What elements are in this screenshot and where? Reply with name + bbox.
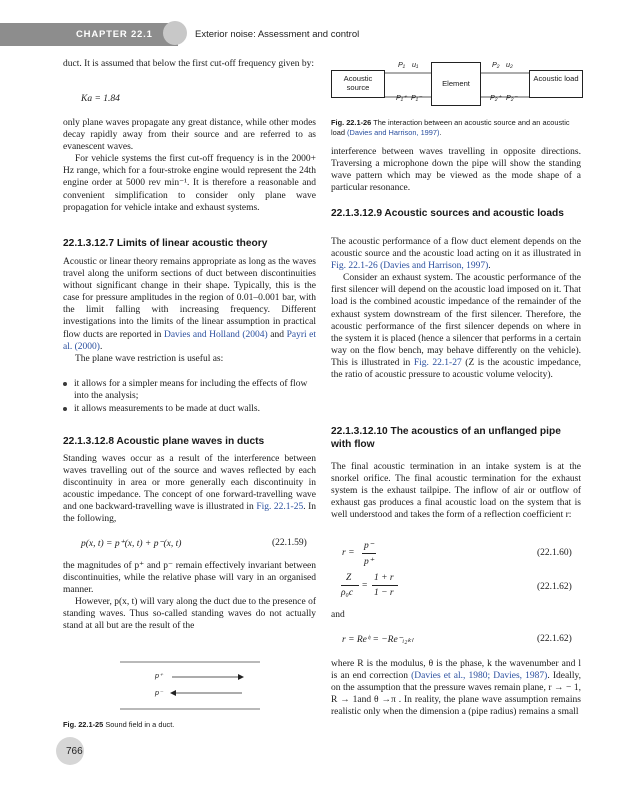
fig26-u1-label: u₁ (412, 60, 419, 69)
chapter-circle-ornament (163, 21, 187, 45)
equation-59-number: (22.1.59) (272, 538, 307, 548)
paragraph-evanescent: only plane waves propagate any great distance, while other modes decay rapidly away from their source and are referred to as evanescent waves. (63, 118, 316, 153)
acoustic-load-box: Acoustic load (529, 70, 583, 98)
paragraph-exhaust-system: Consider an exhaust system. The acoustic performance of the first silencer will depend on the acoustic load imposed on it. That load is the combined acoustic impedance of the remainder of the exhaust system downstream of the first silencer. Therefore, the acoustic performance of the first silencer depends on where in the system it is placed (hence a silencer that performs in a certain way on the flow bench, may behave differently on the vehicle). This is illustrated in Fig. 22.1-27 (Z is the acoustic impedance, the ratio of acoustic pressure to acoustic volume velocity). (331, 273, 582, 381)
figure-26-caption: Fig. 22.1-26 The interaction between an acoustic source and an acoustic load (Davies and Harrison, 1997). (331, 118, 570, 137)
paragraph-cutoff: For vehicle systems the first cut-off frequency is in the 2000+ Hz range, which for a four-stroke engine would represent the 24th engine order at 5000 rev min⁻¹. It is therefore a reasonable and convenient simplification to consider only plane wave propagation for vehicle intake and exhaust systems. (63, 154, 316, 213)
paragraph-standing-note: However, p(x, t) will vary along the duct due to the presence of standing waves. Thus so-called standing waves do not actually stand at all but are the result of the (63, 597, 316, 632)
chapter-title: Exterior noise: Assessment and control (195, 29, 360, 40)
equation-61-denominator: 1 − r (374, 588, 394, 598)
equation-59: p(x, t) = p⁺(x, t) + p⁻(x, t) (81, 539, 182, 549)
cite-fig-25[interactable]: Fig. 22.1-25 (256, 502, 304, 513)
fig26-p1plus-label: P₁⁺ (396, 93, 407, 102)
figure-25-duct-diagram (120, 656, 270, 716)
equation-ka: Ka = 1.84 (81, 94, 120, 104)
section-10-body-2 (331, 658, 581, 718)
fig26-p1-label: P₁ (398, 60, 406, 69)
section-7-body (63, 256, 316, 365)
paragraph-standing-waves: Standing waves occur as a result of the interference between waves travelling out of the source and waves reflected by each discontinuity in area or more generally each discontinuity in acoustic impedance. The concept of one forward-travelling wave and one backward-travelling wave is illustrated in Fig. 22.1-25. In the following, (63, 454, 317, 525)
equation-60-number: (22.1.60) (537, 548, 572, 558)
equation-60-lhs: r = (342, 548, 355, 558)
fraction-bar (341, 585, 359, 586)
figure-25-pminus-label: p⁻ (155, 688, 163, 697)
section-9-heading: 22.1.3.12.9 Acoustic sources and acoustic loads (331, 208, 564, 219)
fig26-p2minus-label: P₂⁻ (506, 93, 518, 102)
fraction-bar (372, 585, 398, 586)
paragraph-linear-limits: Acoustic or linear theory remains appropriate as long as the waves travel along the uniform sections of duct between discontinuities without significant change in their shape. Typically, this is the case for pressure amplitudes in the region of 0.01–0.001 bar, with the limit falling with increasing frequency. Different investigations into the limits of the linear assumption in practical flow ducts are reported in Davies and Holland (2004) and Payri et al. (2000). (63, 257, 317, 352)
chapter-label: CHAPTER 22.1 (76, 29, 153, 40)
cite-davies-harrison[interactable]: (Davies and Harrison, 1997) (380, 261, 489, 272)
equation-60-denominator: p⁺ (364, 557, 374, 567)
equation-61-z: Z (346, 573, 352, 583)
bullet-item: it allows for a simpler means for including the effects of flow into the analysis; (63, 378, 316, 402)
equation-61-number: (22.1.62) (537, 582, 572, 592)
figure-25-pplus-label: p⁺ (155, 671, 163, 680)
equation-61-numerator: 1 + r (374, 573, 394, 583)
bullet-item: it allows measurements to be made at duct walls. (63, 403, 316, 415)
equation-62: r = Reⁱᶦ = −Re⁻ᵢ₂ₖₗ (342, 635, 414, 645)
cite-davies-harrison-fig[interactable]: (Davies and Harrison, 1997) (347, 127, 440, 137)
cite-fig-26[interactable]: Fig. 22.1-26 (331, 261, 378, 272)
equation-61-rho: ρ₀c (341, 588, 354, 598)
bullet-dot (63, 407, 67, 411)
fig26-p2plus-label: P₂⁺ (490, 93, 502, 102)
page-number: 766 (66, 746, 83, 757)
cite-davies-1980[interactable]: (Davies et al., 1980; Davies, 1987) (411, 671, 548, 682)
paragraph-magnitudes: the magnitudes of p⁺ and p⁻ remain effectively invariant between discontinuities, while the relative phase will vary in an organised manner. (63, 561, 316, 596)
section-9-body (331, 236, 581, 381)
paragraph-plane-wave: The plane wave restriction is useful as: (75, 353, 224, 364)
fig26-u2-label: u₂ (506, 60, 513, 69)
paragraph-reflection: where R is the modulus, θ is the phase, k the wavenumber and l is an end correction (Davies et al., 1980; Davies, 1987). Ideally, on the assumption that the pressure waves remain plane, r → − 1, R → 1and θ →π . In reality, the plane wave assumption remains realistic only when the dimension a (pipe radius) remains a small (331, 659, 582, 718)
section-8-body-2 (63, 560, 316, 633)
cite-davies-holland[interactable]: Davies and Holland (2004) (163, 329, 268, 340)
cite-fig-27[interactable]: Fig. 22.1-27 (413, 357, 462, 368)
section-8-body (63, 453, 316, 526)
and-word: and (331, 610, 345, 620)
element-box: Element (431, 62, 481, 106)
fig26-p2-label: P₂ (492, 60, 500, 69)
figure-25-caption: Fig. 22.1-25 Sound field in a duct. (63, 720, 175, 729)
equation-61-equals: = (362, 581, 368, 591)
acoustic-source-box: Acoustic source (331, 70, 385, 98)
equation-60-numerator: p⁻ (364, 541, 374, 551)
left-body-1 (63, 117, 316, 214)
paragraph-termination: The final acoustic termination in an intake system is at the snorkel orifice. The final acoustic termination for the exhaust system is the exhaust tailpipe. The inflow of air or outflow of exhaust gas produces a final acoustic load on the system that is well understood and takes the form of a reflection coefficient r: (331, 462, 581, 521)
equation-62-number: (22.1.62) (537, 634, 572, 644)
section-10-heading: 22.1.3.12.10 The acoustics of an unflanged pipe with flow (331, 426, 561, 450)
section-7-heading: 22.1.3.12.7 Limits of linear acoustic theory (63, 238, 268, 249)
cite-payri[interactable]: Payri et al. (2000) (63, 329, 317, 352)
fraction-bar (362, 553, 376, 554)
paragraph-acoustic-performance: The acoustic performance of a flow duct element depends on the acoustic source and the acoustic load acting on it as illustrated in Fig. 22.1-26 (Davies and Harrison, 1997). (331, 237, 581, 272)
fig26-p1minus-label: P₁⁻ (411, 93, 422, 102)
right-top-paragraph: interference between waves travelling in opposite directions. Traversing a microphone down the pipe will show the standing wave pattern which may be viewed as the mode shape of a particular resonance. (331, 147, 581, 194)
bullet-dot (63, 382, 67, 386)
section-8-heading: 22.1.3.12.8 Acoustic plane waves in ducts (63, 436, 265, 447)
section-10-body (331, 461, 581, 521)
left-intro: duct. It is assumed that below the first cut-off frequency given by: (63, 59, 314, 69)
